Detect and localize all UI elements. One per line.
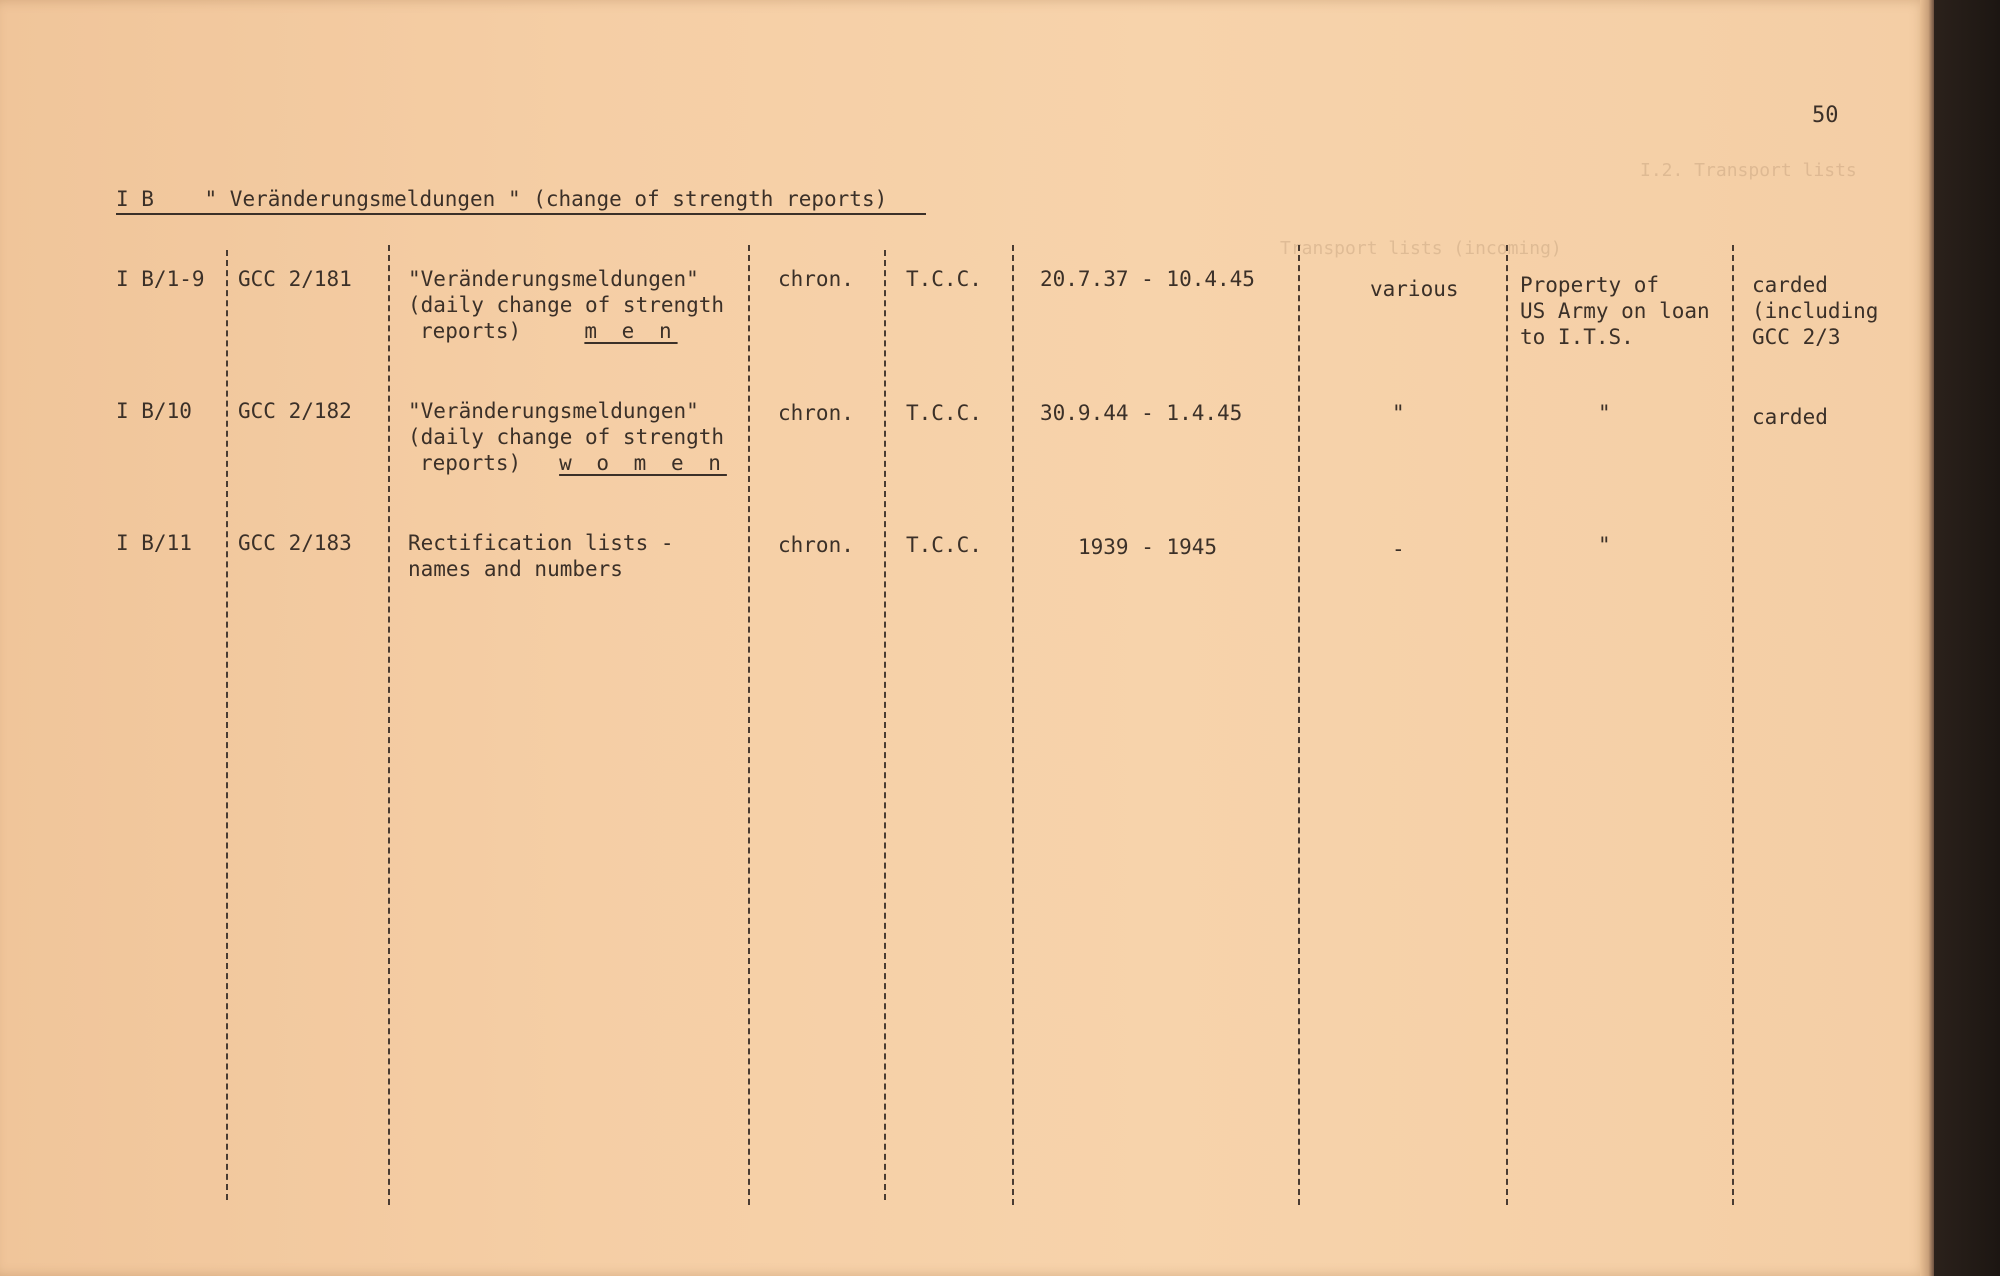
- binder-background: [1934, 0, 2000, 1276]
- row-note-line2: (including: [1752, 299, 1879, 323]
- row-gcc: GCC 2/181: [238, 267, 352, 291]
- row-status-line1: ": [1598, 401, 1611, 425]
- row-status-line1: ": [1598, 533, 1611, 557]
- row-desc-tag: w o m e n: [559, 451, 727, 475]
- column-divider: [884, 250, 886, 1200]
- row-origin: T.C.C.: [906, 267, 982, 291]
- column-divider: [1506, 245, 1508, 1205]
- bleed-through-text: I.2. Transport lists: [1640, 160, 1857, 181]
- row-status-line2: US Army on loan: [1520, 299, 1710, 323]
- heading-text: " Veränderungsmeldungen " (change of strength reports): [204, 187, 888, 211]
- row-status-line1: Property of: [1520, 273, 1660, 297]
- row-desc-line3: reports) m e n: [420, 319, 678, 343]
- row-order: chron.: [778, 401, 854, 425]
- row-code: I B/10: [116, 399, 192, 423]
- row-desc-line2: (daily change of strength: [408, 293, 725, 317]
- row-note-line3: GCC 2/3: [1752, 325, 1841, 349]
- section-heading: [116, 186, 887, 213]
- row-desc-line2: names and numbers: [408, 557, 623, 581]
- column-divider: [1298, 245, 1300, 1205]
- row-desc-line3: reports) w o m e n: [420, 451, 727, 475]
- row-note-line1: carded: [1752, 405, 1828, 429]
- row-origin: T.C.C.: [906, 533, 982, 557]
- heading-prefix: I B: [116, 187, 154, 211]
- heading-underline: [116, 213, 926, 215]
- row-dates: 30.9.44 - 1.4.45: [1040, 401, 1243, 425]
- column-divider: [388, 245, 390, 1205]
- row-origin: T.C.C.: [906, 401, 982, 425]
- row-dates: 20.7.37 - 10.4.45: [1040, 267, 1255, 291]
- row-gcc: GCC 2/182: [238, 399, 352, 423]
- row-desc-line1: "Veränderungsmeldungen": [408, 399, 699, 423]
- row-desc-line2: (daily change of strength: [408, 425, 725, 449]
- row-code: I B/11: [116, 531, 192, 555]
- row-note-line1: carded: [1752, 273, 1828, 297]
- bleed-through-text: Transport lists (incoming): [1280, 238, 1562, 259]
- row-remark: ": [1392, 401, 1405, 425]
- page-edge: [1920, 0, 1934, 1276]
- page-number: 50: [1812, 103, 1839, 128]
- row-code: I B/1-9: [116, 267, 205, 291]
- row-status-line3: to I.T.S.: [1520, 325, 1634, 349]
- row-remark: various: [1370, 277, 1459, 301]
- row-desc-line1: "Veränderungsmeldungen": [408, 267, 699, 291]
- row-dates: 1939 - 1945: [1078, 535, 1218, 559]
- row-order: chron.: [778, 533, 854, 557]
- column-divider: [226, 250, 228, 1200]
- column-divider: [1012, 245, 1014, 1205]
- column-divider: [748, 245, 750, 1205]
- row-desc-tag: m e n: [584, 319, 678, 343]
- row-order: chron.: [778, 267, 854, 291]
- column-divider: [1732, 245, 1734, 1205]
- row-desc-line1: Rectification lists -: [408, 531, 674, 555]
- row-gcc: GCC 2/183: [238, 531, 352, 555]
- row-remark: -: [1392, 537, 1405, 561]
